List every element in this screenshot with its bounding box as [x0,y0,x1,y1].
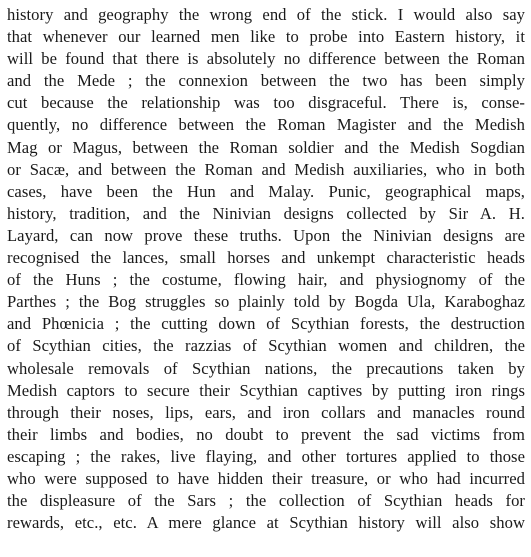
text-line: escaping ; the rakes, live flaying, and other tortures applied to those [7,446,525,466]
text-line: Parthes ; the Bog struggles so plainly told by Bogda Ula, Karaboghaz [7,292,525,312]
text-line: or Sacæ, and between the Roman and Medish auxiliaries, who in both [7,159,525,179]
text-line: that whenever our learned men like to probe into Eastern history, it [7,27,525,47]
text-line: history and geography the wrong end of the stick. I would also say [7,5,525,24]
text-line: Mag or Magus, between the Roman soldier and the Medish Sogdian [7,137,525,157]
text-line: of the Huns ; the costume, flowing hair, and physiognomy of the [7,270,525,290]
text-line: of Scythian cities, the razzias of Scythian women and children, the [7,336,525,356]
text-line: history, tradition, and the Ninivian designs collected by Sir A. H. [7,203,525,223]
text-line: rewards, etc., etc. A mere glance at Scythian history will also show [7,513,525,533]
document-page [7,4,525,534]
text-line: Medish captors to secure their Scythian captives by putting iron rings [7,380,525,400]
text-line: recognised the lances, small horses and unkempt characteristic heads [7,248,525,268]
text-line: the displeasure of the Sars ; the collection of Scythian heads for [7,491,525,511]
text-line: who were supposed to have hidden their treasure, or who had incurred [7,468,525,488]
text-line: Layard, can now prove these truths. Upon the Ninivian designs are [7,225,525,245]
text-line: and Phœnicia ; the cutting down of Scythian forests, the destruction [7,314,525,334]
text-line: their limbs and bodies, no doubt to prevent the sad victims from [7,424,525,444]
text-line: cut because the relationship was too disgraceful. There is, conse- [7,93,525,113]
text-line: quently, no difference between the Roman Magister and the Medish [7,115,525,135]
text-line: will be found that there is absolutely no difference between the Roman [7,49,525,69]
text-line: and the Mede ; the connexion between the two has been simply [7,71,525,91]
text-line: wholesale removals of Scythian nations, the precautions taken by [7,358,525,378]
text-line: through their noses, lips, ears, and iron collars and manacles round [7,402,525,422]
text-line: cases, have been the Hun and Malay. Punic, geographical maps, [7,181,525,201]
